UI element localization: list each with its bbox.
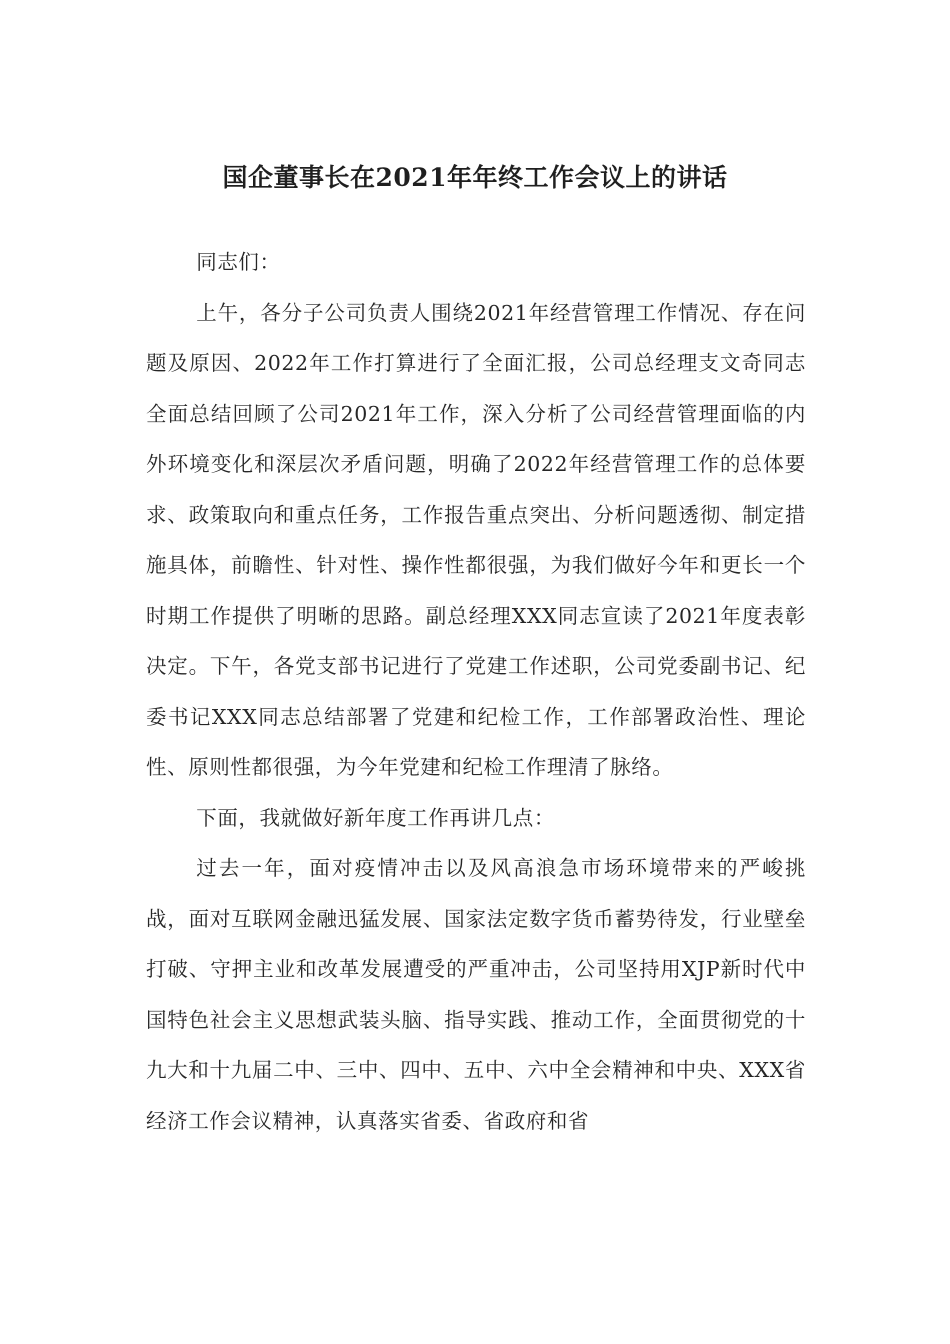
document-title: 国企董事长在2021年年终工作会议上的讲话 [222, 163, 728, 192]
body-paragraph: 下面，我就做好新年度工作再讲几点： [196, 805, 555, 830]
salutation-paragraph: 同志们： [196, 250, 281, 274]
body-paragraph: 上午，各分子公司负责人围绕2021年经营管理工作情况、存在问题及原因、2022年工作打算进行了全面汇报，公司总经理支文奇同志全面总结回顾了公司2021年工作，深入分析了公司经营管理面临的内外环境变化和深层次矛盾问题，明确了2022年经营管理工作的总体要求、政策取向和重点任务，工作报告重点突出、分析问题透彻、制定措施具体，前瞻性、针对性、操作性都很强，为我们做好今年和更长一个时期工作提供了明晰的思路。副总经理XXX同志宣读了2021年度表彰决定。下午，各党支部书记进行了党建工作述职，公司党委副书记、纪委书记XXX同志总结部署了党建和纪检工作，工作部署政治性、理论性、原则性都很强，为今年党建和纪检工作理清了脉络。 [146, 300, 806, 779]
body-paragraph: 过去一年，面对疫情冲击以及风高浪急市场环境带来的严峻挑战，面对互联网金融迅猛发展、国家法定数字货币蓄势待发，行业壁垒打破、守押主业和改革发展遭受的严重冲击，公司坚持用XJP新时代中国特色社会主义思想武装头脑、指导实践、推动工作，全面贯彻党的十九大和十九届二中、三中、四中、五中、六中全会精神和中央、XXX省经济工作会议精神，认真落实省委、省政府和省 [146, 856, 806, 1133]
document-body [146, 237, 806, 1146]
